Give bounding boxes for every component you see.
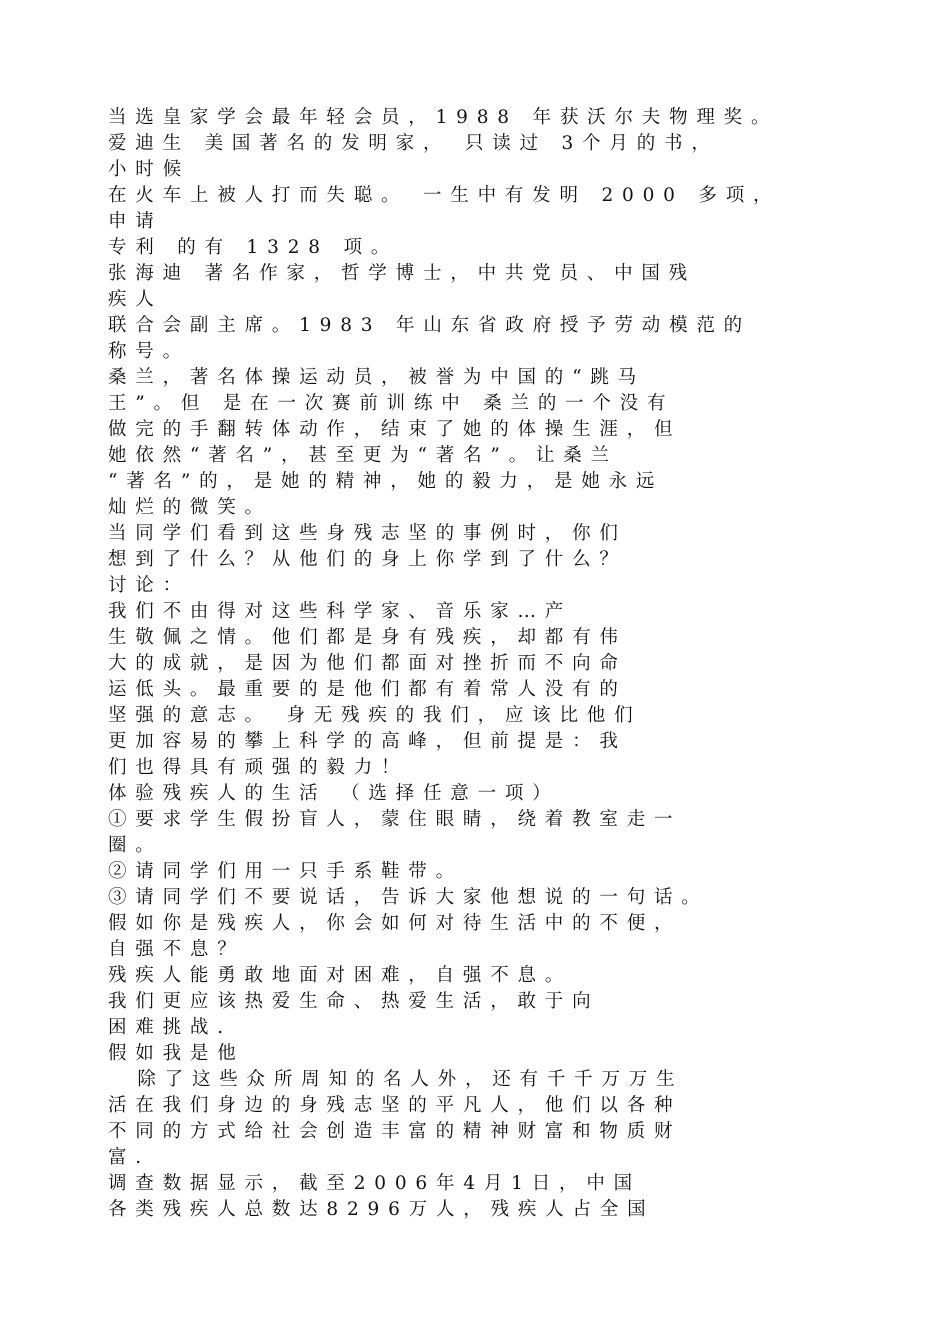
text-line: 不同的方式给社会创造丰富的精神财富和物质财 [108,1121,682,1142]
text-line: 我们更应该热爱生命、热爱生活，敢于向 [108,991,600,1012]
text-line: 更加容易的攀上科学的高峰，但前提是：我 [108,731,627,752]
text-line: 圈。 [108,835,163,856]
text-line: 张海迪 著名作家，哲学博士，中共党员、中国残 [108,263,696,284]
text-line: 假如我是他 [108,1043,245,1064]
text-line: 当选皇家学会最年轻会员，1988 年获沃尔夫物理奖。 [108,107,779,128]
text-line: 除了这些众所周知的名人外，还有千千万万生 [108,1069,684,1090]
text-line: 在火车上被人打而失聪。 一生中有发明 2000 多项， [108,185,781,206]
text-line: 疾人 [108,289,163,310]
text-line: 讨论： [108,575,190,596]
text-line: 联合会副主席。1983 年山东省政府授予劳动模范的 [108,315,751,336]
text-line: 坚强的意志。 身无残疾的我们，应该比他们 [108,705,642,726]
text-line: 自强不息？ [108,939,245,960]
text-line: 假如你是残疾人，你会如何对待生活中的不便， [108,913,682,934]
text-line: 爱迪生 美国著名的发明家， 只读过 3个月的书， [108,133,719,154]
text-line: ③请同学们不要说话，告诉大家他想说的一句话。 [108,887,709,908]
text-line: ①要求学生假扮盲人，蒙住眼睛，绕着教室走一 [108,809,682,830]
text-line: 称号。 [108,341,190,362]
text-line: 灿烂的微笑。 [108,497,272,518]
text-line: 小时候 [108,159,190,180]
text-line: 申请 [108,211,163,232]
text-line: “著名”的，是她的精神，她的毅力，是她永远 [108,471,664,492]
text-line: 残疾人能勇敢地面对困难，自强不息。 [108,965,573,986]
text-line: ②请同学们用一只手系鞋带。 [108,861,463,882]
text-line: 困难挑战. [108,1017,232,1038]
text-line: 当同学们看到这些身残志坚的事例时，你们 [108,523,627,544]
text-line: 做完的手翻转体动作，结束了她的体操生涯，但 [108,419,682,440]
text-line: 体验残疾人的生活 （选择任意一项） [108,783,560,804]
document-body [108,105,888,1223]
text-line: 想到了什么？从他们的身上你学到了什么？ [108,549,627,570]
text-line: 活在我们身边的身残志坚的平凡人，他们以各种 [108,1095,682,1116]
text-line: 桑兰，著名体操运动员，被誉为中国的“跳马 [108,367,645,388]
text-line: 王”。但 是在一次赛前训练中 桑兰的一个没有 [108,393,675,414]
text-line: 生敬佩之情。他们都是身有残疾，却都有伟 [108,627,627,648]
text-line: 我们不由得对这些科学家、音乐家…产 [108,601,573,622]
text-line: 调查数据显示，截至2006年4月1日，中国 [108,1173,641,1194]
text-line: 她依然“著名”，甚至更为“著名”。让桑兰 [108,445,618,466]
text-line: 富. [108,1147,150,1168]
text-line: 专利 的有 1328 项。 [108,237,399,258]
text-line: 运低头。最重要的是他们都有着常人没有的 [108,679,627,700]
text-line: 们也得具有顽强的毅力！ [108,757,409,778]
text-line: 大的成就，是因为他们都面对挫折而不向命 [108,653,627,674]
text-line: 各类残疾人总数达8296万人，残疾人占全国 [108,1199,655,1220]
